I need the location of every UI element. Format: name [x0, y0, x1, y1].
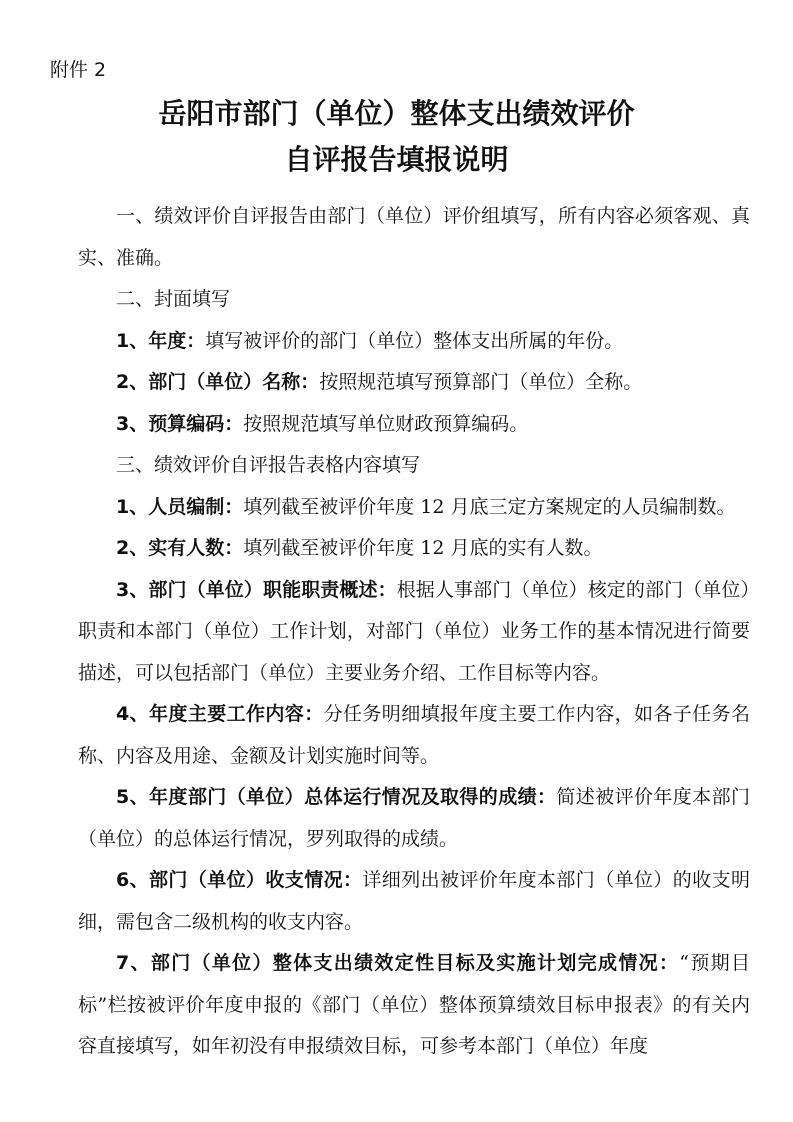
item-actual-staff	[78, 528, 750, 570]
paragraph-text: 填列截至被评价年度 12 月底三定方案规定的人员编制数。	[243, 495, 736, 518]
paragraph-text: 二、封面填写	[116, 288, 231, 310]
item-duties-overview	[78, 570, 750, 695]
paragraph-lead: 1、人员编制：	[116, 495, 244, 518]
paragraph-lead: 2、部门（单位）名称：	[116, 371, 320, 393]
item-qualitative-goals	[78, 943, 750, 1068]
paragraph-lead: 6、部门（单位）收支情况：	[116, 869, 363, 891]
section-heading-table	[78, 445, 750, 487]
paragraph-lead: 3、预算编码：	[116, 412, 244, 435]
paragraph-1	[78, 196, 750, 279]
paragraph-text: 按照规范填写预算部门（单位）全称。	[319, 371, 643, 393]
paragraph-text: 填列截至被评价年度 12 月底的实有人数。	[243, 537, 603, 559]
item-staff-quota	[78, 487, 750, 529]
item-department-name	[78, 362, 750, 404]
paragraph-text: 一、绩效评价自评报告由部门（单位）评价组填写，所有内容必须客观、真实、准确。	[78, 205, 750, 269]
item-annual-work	[78, 694, 750, 777]
document-body	[78, 196, 750, 1068]
paragraph-lead: 5、年度部门（单位）总体运行情况及取得的成绩：	[116, 786, 557, 808]
item-revenue-expenditure	[78, 860, 750, 943]
paragraph-text: 简述被评价年度本部门（单位）的总体运行情况，罗列取得的成绩。	[78, 786, 750, 850]
document-title-line-1: 岳阳市部门（单位）整体支出绩效评价	[158, 97, 635, 130]
paragraph-lead: 3、部门（单位）职能职责概述：	[116, 578, 397, 601]
item-overall-operation	[78, 777, 750, 860]
paragraph-lead: 7、部门（单位）整体支出绩效定性目标及实施计划完成情况：	[116, 952, 680, 974]
paragraph-text: 根据人事部门（单位）核定的部门（单位）职责和本部门（单位）工作计划，对部门（单位）业务工作的基本情况进行简要描述，可以包括部门（单位）主要业务介绍、工作目标等内容。	[78, 578, 750, 684]
paragraph-lead: 4、年度主要工作内容：	[116, 703, 324, 725]
paragraph-text: 详细列出被评价年度本部门（单位）的收支明细，需包含二级机构的收支内容。	[78, 869, 750, 933]
paragraph-text: 三、绩效评价自评报告表格内容填写	[116, 454, 421, 476]
paragraph-text: 按照规范填写单位财政预算编码。	[243, 412, 529, 435]
paragraph-lead: 2、实有人数：	[116, 537, 244, 559]
paragraph-text: 填写被评价的部门（单位）整体支出所属的年份。	[205, 329, 624, 352]
paragraph-lead: 1、年度：	[116, 329, 206, 352]
document-title-line-2: 自评报告填报说明	[284, 143, 509, 176]
attachment-label: 附件 2	[50, 59, 107, 81]
paragraph-text: 分任务明细填报年度主要工作内容，如各子任务名称、内容及用途、金额及计划实施时间等。	[78, 703, 750, 767]
section-heading-cover	[78, 279, 750, 321]
paragraph-text: “预期目标”栏按被评价年度申报的《部门（单位）整体预算绩效目标申报表》的有关内容直接填写，如年初没有申报绩效目标，可参考本部门（单位）年度	[78, 952, 750, 1057]
item-budget-code	[78, 404, 750, 446]
item-year	[78, 321, 750, 363]
